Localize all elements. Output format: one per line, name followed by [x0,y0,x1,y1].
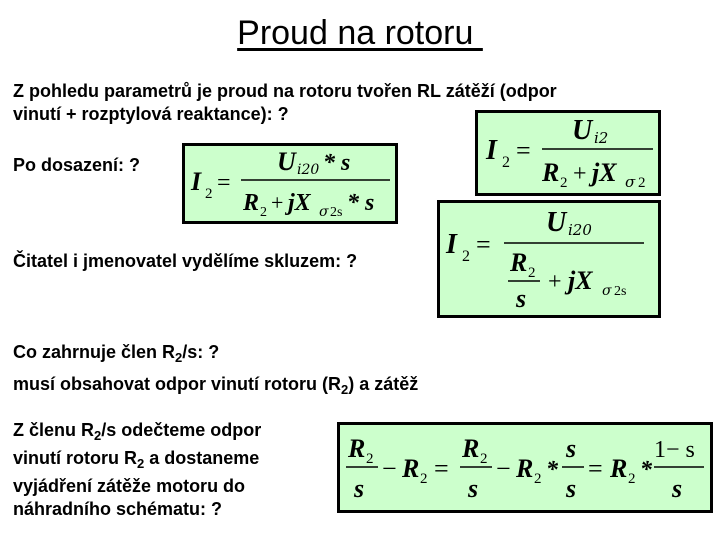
formula-subscript: i20 [297,162,320,178]
formula-symbol: U [546,207,567,238]
formula-divided-by-slip [440,203,658,315]
intro-line-2: vinutí + rozptylová reaktance): ? [13,104,289,124]
formula-subscript: 2 [502,154,510,171]
formula-subscript: 2 [205,186,213,202]
formula-equals: = [476,230,491,259]
formula-subscript: 2s [330,205,343,220]
formula-symbol: s [516,284,527,313]
formula-symbol: s [468,474,479,503]
formula-subscript: 2 [260,205,267,220]
formula-operator: * s [347,190,375,216]
answer-text: musí obsahovat odpor vinutí rotoru $(R_2)$ a zátěž [13,374,419,397]
formula-symbol: R [610,454,628,483]
formula-operator: * [640,457,652,483]
formula-symbol: R [348,434,366,463]
step-substitute-text: Po dosazení: ? [13,155,141,175]
formula-box-load-resistance [337,422,713,513]
formula-subscript: 2 [560,175,568,191]
formula-symbol: s [566,434,577,463]
formula-symbol: I [446,229,457,260]
formula-subscript: i20 [568,221,592,239]
formula-operator: + [548,269,562,295]
formula-symbol: R [510,248,528,277]
formula-symbol: U [572,115,593,146]
formula-symbol: jX [592,158,617,187]
formula-symbol: s [354,474,365,503]
formula-rotor-current [478,113,658,193]
formula-symbol: R [402,454,420,483]
formula-subscript: σ [319,204,329,220]
formula-subscript: 2 [628,471,636,487]
formula-term: 1− s [654,437,695,463]
formula-symbol: R [516,454,534,483]
step-divide-text: Čitatel i jmenovatel vydělíme skluzem: ? [13,251,358,271]
formula-symbol: R [542,158,560,187]
formula-subscript: 2s [614,284,627,299]
formula-symbol: s [672,474,683,503]
formula-equals: = [516,136,531,165]
formula-equals: = [434,454,449,483]
formula-symbol: jX [288,190,311,216]
formula-operator: + [573,161,587,187]
formula-operator: * s [323,150,351,176]
formula-substituted [185,146,395,221]
formula-operator: − [496,454,511,483]
formula-symbol: jX [568,266,593,295]
formula-subscript: σ [602,283,612,299]
formula-symbol: R [462,434,480,463]
slide-title: Proud na rotoru [237,14,483,52]
formula-subscript: 2 [480,451,488,467]
formula-symbol: s [566,474,577,503]
formula-box-substituted [182,143,398,224]
formula-operator: − [382,454,397,483]
formula-box-rotor-current [475,110,661,196]
formula-symbol: R [243,190,260,216]
formula-subscript: i2 [594,129,609,147]
formula-operator: + [271,190,284,215]
question-r2s-text: Co zahrnuje člen $R_2/s$: ? [13,342,220,365]
formula-load-resistance [340,425,710,510]
formula-subscript: σ [625,173,636,191]
intro-line-1: Z pohledu parametrů je proud na rotoru tvořen RL zátěží (odpor [13,81,557,101]
formula-operator: * [546,457,558,483]
formula-symbol: I [191,167,202,196]
formula-symbol: U [277,147,296,176]
formula-box-divided-by-slip [437,200,661,318]
formula-subscript: 2 [528,265,536,281]
formula-equals: = [588,454,603,483]
formula-subscript: 2 [462,248,470,265]
formula-subscript: 2 [420,471,428,487]
formula-subscript: 2 [638,175,646,191]
formula-symbol: I [486,135,497,166]
final-paragraph: Z členu $R_2/s$ odečteme odpor vinutí rotoru $R_2$ a dostaneme vyjádření zátěže motoru do náhradního schématu: ? [13,420,262,519]
formula-equals: = [217,170,231,196]
formula-subscript: 2 [366,451,374,467]
formula-subscript: 2 [534,471,542,487]
